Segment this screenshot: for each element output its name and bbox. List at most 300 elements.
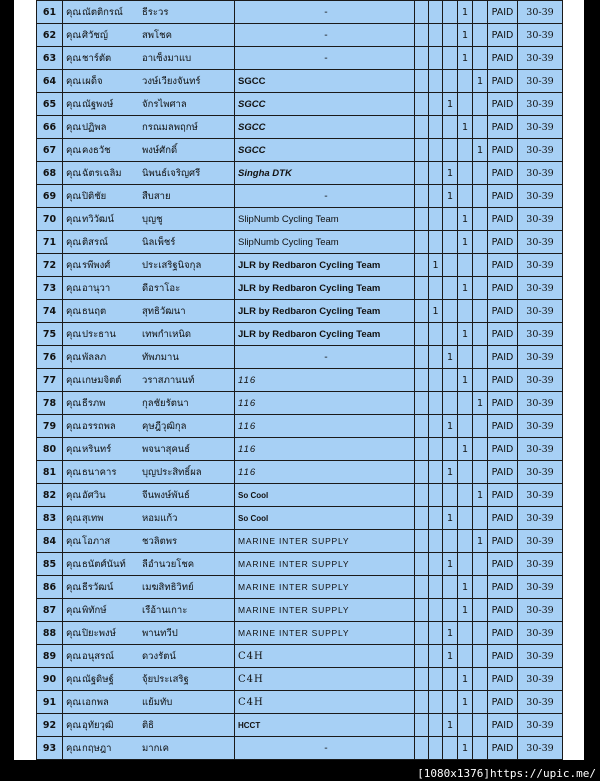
row-number: 88: [37, 622, 63, 645]
team-label: C4H: [238, 673, 264, 685]
first-name: เกษมจิตต์: [82, 374, 122, 386]
category-mark: [429, 622, 443, 645]
name-title: คุณ: [66, 604, 82, 616]
team-label: SGCC: [238, 121, 266, 133]
age-group: 30-39: [518, 691, 563, 714]
category-mark: 1: [473, 530, 488, 553]
category-mark: [473, 553, 488, 576]
category-mark: [415, 47, 429, 70]
category-mark: 1: [458, 691, 473, 714]
row-number: 65: [37, 93, 63, 116]
team-name: [235, 691, 415, 714]
category-mark: [415, 1, 429, 24]
team-name: [235, 622, 415, 645]
category-mark: 1: [443, 622, 458, 645]
category-mark: [473, 691, 488, 714]
category-mark: [443, 737, 458, 760]
participant-name: [63, 254, 235, 277]
payment-status: PAID: [488, 576, 518, 599]
team-label: JLR by Redbaron Cycling Team: [238, 328, 381, 340]
row-number: 72: [37, 254, 63, 277]
age-group: 30-39: [518, 47, 563, 70]
first-name: ทวิวัฒน์: [82, 213, 115, 225]
category-mark: [429, 484, 443, 507]
payment-status: PAID: [488, 254, 518, 277]
first-name: กฤษฎา: [82, 742, 112, 754]
age-group: 30-39: [518, 24, 563, 47]
category-mark: [415, 415, 429, 438]
last-name: จักรไพศาล: [142, 98, 187, 110]
name-title: คุณ: [66, 121, 82, 133]
category-mark: [458, 254, 473, 277]
category-mark: [458, 622, 473, 645]
category-mark: [443, 691, 458, 714]
payment-status: PAID: [488, 415, 518, 438]
name-title: คุณ: [66, 6, 82, 18]
category-mark: [443, 392, 458, 415]
age-group: 30-39: [518, 162, 563, 185]
age-group: 30-39: [518, 70, 563, 93]
category-mark: [415, 438, 429, 461]
category-mark: [473, 208, 488, 231]
age-group: 30-39: [518, 139, 563, 162]
team-label: C4H: [238, 650, 264, 662]
row-number: 73: [37, 277, 63, 300]
participant-name: [63, 24, 235, 47]
category-mark: [443, 70, 458, 93]
team-name: [235, 392, 415, 415]
name-title: คุณ: [66, 466, 82, 478]
team-name: [235, 438, 415, 461]
category-mark: [415, 346, 429, 369]
table-row: [37, 415, 563, 438]
category-mark: [458, 714, 473, 737]
team-label: -: [324, 351, 328, 363]
row-number: 74: [37, 300, 63, 323]
table-row: [37, 185, 563, 208]
category-mark: [415, 185, 429, 208]
last-name: ทัพภมาน: [142, 351, 179, 363]
team-name: [235, 530, 415, 553]
team-name: [235, 645, 415, 668]
team-name: [235, 93, 415, 116]
participant-name: [63, 415, 235, 438]
category-mark: [443, 116, 458, 139]
team-label: MARINE INTER SUPPLY: [238, 581, 350, 592]
first-name: สุเทพ: [82, 512, 104, 524]
first-name: โอภาส: [82, 535, 111, 547]
last-name: เมฆสิทธิวิทย์: [142, 581, 194, 593]
first-name: ธนัตศ์นันท์: [82, 558, 126, 570]
row-number: 83: [37, 507, 63, 530]
name-title: คุณ: [66, 719, 82, 731]
category-mark: [473, 438, 488, 461]
category-mark: [415, 645, 429, 668]
category-mark: 1: [473, 484, 488, 507]
first-name: ติสรณ์: [82, 236, 108, 248]
category-mark: 1: [458, 438, 473, 461]
category-mark: [415, 576, 429, 599]
age-group: 30-39: [518, 599, 563, 622]
last-name: ลีอำนวยโชค: [142, 558, 195, 570]
last-name: ธีระวร: [142, 6, 169, 18]
team-name: [235, 553, 415, 576]
category-mark: [458, 70, 473, 93]
name-title: คุณ: [66, 535, 82, 547]
name-title: คุณ: [66, 351, 82, 363]
participant-name: [63, 116, 235, 139]
first-name: ธนฤต: [82, 305, 107, 317]
category-mark: [429, 599, 443, 622]
payment-status: PAID: [488, 714, 518, 737]
first-name: อัศวิน: [82, 489, 106, 501]
name-title: คุณ: [66, 627, 82, 639]
team-name: [235, 737, 415, 760]
team-name: [235, 1, 415, 24]
category-mark: [429, 691, 443, 714]
table-row: [37, 47, 563, 70]
age-group: 30-39: [518, 415, 563, 438]
participant-name: [63, 691, 235, 714]
category-mark: [429, 93, 443, 116]
payment-status: PAID: [488, 1, 518, 24]
category-mark: [429, 47, 443, 70]
category-mark: [415, 323, 429, 346]
table-row: [37, 392, 563, 415]
payment-status: PAID: [488, 24, 518, 47]
team-name: [235, 576, 415, 599]
payment-status: PAID: [488, 139, 518, 162]
name-title: คุณ: [66, 282, 82, 294]
table-row: [37, 737, 563, 760]
category-mark: [429, 323, 443, 346]
category-mark: [473, 300, 488, 323]
name-title: คุณ: [66, 489, 82, 501]
category-mark: 1: [473, 70, 488, 93]
first-name: พัลลภ: [82, 351, 107, 363]
category-mark: [443, 576, 458, 599]
table-row: [37, 553, 563, 576]
category-mark: [415, 553, 429, 576]
name-title: คุณ: [66, 328, 82, 340]
category-mark: [415, 139, 429, 162]
first-name: ชาร์ตัต: [82, 52, 112, 64]
category-mark: [415, 691, 429, 714]
category-mark: 1: [458, 277, 473, 300]
category-mark: 1: [458, 737, 473, 760]
row-number: 85: [37, 553, 63, 576]
name-title: คุณ: [66, 420, 82, 432]
category-mark: 1: [443, 714, 458, 737]
category-mark: 1: [473, 139, 488, 162]
category-mark: [415, 300, 429, 323]
category-mark: 1: [458, 1, 473, 24]
first-name: หรินทร์: [82, 443, 112, 455]
name-title: คุณ: [66, 144, 82, 156]
team-name: [235, 507, 415, 530]
category-mark: [429, 576, 443, 599]
payment-status: PAID: [488, 323, 518, 346]
payment-status: PAID: [488, 599, 518, 622]
row-number: 92: [37, 714, 63, 737]
category-mark: [429, 737, 443, 760]
team-name: [235, 208, 415, 231]
category-mark: [415, 116, 429, 139]
category-mark: [415, 208, 429, 231]
team-name: [235, 162, 415, 185]
payment-status: PAID: [488, 668, 518, 691]
last-name: ชวลิตพร: [142, 535, 178, 547]
team-label: Singha DTK: [238, 167, 292, 179]
table-row: [37, 1, 563, 24]
last-name: บุญประสิทธิ์ผล: [142, 466, 202, 478]
category-mark: [415, 599, 429, 622]
category-mark: [415, 507, 429, 530]
category-mark: [458, 300, 473, 323]
team-label: 116: [238, 443, 257, 455]
table-row: [37, 645, 563, 668]
payment-status: PAID: [488, 461, 518, 484]
first-name: ฉัตรเฉลิม: [82, 167, 122, 179]
team-name: [235, 116, 415, 139]
category-mark: [429, 1, 443, 24]
age-group: 30-39: [518, 300, 563, 323]
team-name: [235, 300, 415, 323]
age-group: 30-39: [518, 645, 563, 668]
participant-name: [63, 622, 235, 645]
last-name: คุษฎีวุฒิกุล: [142, 420, 187, 432]
participant-name: [63, 507, 235, 530]
roster-page: [14, 0, 584, 760]
table-row: [37, 507, 563, 530]
team-label: -: [324, 29, 328, 41]
team-name: [235, 185, 415, 208]
table-row: [37, 346, 563, 369]
participant-name: [63, 645, 235, 668]
category-mark: [429, 116, 443, 139]
category-mark: [415, 392, 429, 415]
name-title: คุณ: [66, 236, 82, 248]
row-number: 62: [37, 24, 63, 47]
category-mark: [458, 162, 473, 185]
category-mark: [415, 737, 429, 760]
age-group: 30-39: [518, 668, 563, 691]
category-mark: [429, 530, 443, 553]
age-group: 30-39: [518, 484, 563, 507]
category-mark: [443, 484, 458, 507]
team-label: JLR by Redbaron Cycling Team: [238, 305, 381, 317]
table-row: [37, 70, 563, 93]
participant-name: [63, 70, 235, 93]
category-mark: [473, 1, 488, 24]
category-mark: [473, 24, 488, 47]
age-group: 30-39: [518, 369, 563, 392]
team-label: SGCC: [238, 144, 266, 156]
category-mark: [429, 277, 443, 300]
table-row: [37, 530, 563, 553]
table-row: [37, 300, 563, 323]
category-mark: 1: [458, 576, 473, 599]
category-mark: 1: [443, 507, 458, 530]
team-name: [235, 599, 415, 622]
category-mark: [473, 737, 488, 760]
team-label: MARINE INTER SUPPLY: [238, 627, 350, 638]
category-mark: [443, 300, 458, 323]
participant-name: [63, 162, 235, 185]
first-name: ธนาคาร: [82, 466, 117, 478]
age-group: 30-39: [518, 530, 563, 553]
name-title: คุณ: [66, 558, 82, 570]
last-name: หอมแก้ว: [142, 512, 178, 524]
category-mark: [473, 231, 488, 254]
category-mark: [429, 438, 443, 461]
age-group: 30-39: [518, 392, 563, 415]
participant-name: [63, 530, 235, 553]
category-mark: [458, 415, 473, 438]
category-mark: [443, 254, 458, 277]
team-label: JLR by Redbaron Cycling Team: [238, 282, 381, 294]
team-name: [235, 277, 415, 300]
participant-name: [63, 714, 235, 737]
category-mark: [415, 530, 429, 553]
category-mark: [415, 162, 429, 185]
category-mark: [443, 24, 458, 47]
age-group: 30-39: [518, 553, 563, 576]
participant-name: [63, 392, 235, 415]
category-mark: [473, 599, 488, 622]
name-title: คุณ: [66, 75, 82, 87]
category-mark: 1: [458, 323, 473, 346]
age-group: 30-39: [518, 737, 563, 760]
row-number: 86: [37, 576, 63, 599]
category-mark: [473, 668, 488, 691]
age-group: 30-39: [518, 277, 563, 300]
team-name: [235, 484, 415, 507]
first-name: เผด็จ: [82, 75, 103, 87]
category-mark: 1: [458, 599, 473, 622]
team-name: [235, 369, 415, 392]
row-number: 75: [37, 323, 63, 346]
category-mark: [429, 507, 443, 530]
payment-status: PAID: [488, 438, 518, 461]
team-label: -: [324, 742, 328, 754]
team-label: JLR by Redbaron Cycling Team: [238, 259, 381, 271]
participant-name: [63, 47, 235, 70]
row-number: 63: [37, 47, 63, 70]
last-name: นิลเพ็ชร์: [142, 236, 176, 248]
table-row: [37, 599, 563, 622]
category-mark: 1: [443, 162, 458, 185]
age-group: 30-39: [518, 507, 563, 530]
table-row: [37, 714, 563, 737]
name-title: คุณ: [66, 213, 82, 225]
team-name: [235, 415, 415, 438]
participant-name: [63, 438, 235, 461]
category-mark: [429, 208, 443, 231]
table-row: [37, 691, 563, 714]
category-mark: [443, 369, 458, 392]
first-name: อนุสรณ์: [82, 650, 114, 662]
row-number: 79: [37, 415, 63, 438]
row-number: 68: [37, 162, 63, 185]
category-mark: 1: [443, 461, 458, 484]
team-name: [235, 231, 415, 254]
table-row: [37, 139, 563, 162]
participant-name: [63, 484, 235, 507]
category-mark: [429, 645, 443, 668]
team-label: SlipNumb Cycling Team: [238, 213, 339, 225]
payment-status: PAID: [488, 484, 518, 507]
payment-status: PAID: [488, 369, 518, 392]
name-title: คุณ: [66, 52, 82, 64]
category-mark: [473, 622, 488, 645]
last-name: บุญชู: [142, 213, 163, 225]
category-mark: [443, 47, 458, 70]
participant-name: [63, 231, 235, 254]
name-title: คุณ: [66, 259, 82, 271]
payment-status: PAID: [488, 300, 518, 323]
name-title: คุณ: [66, 397, 82, 409]
name-title: คุณ: [66, 29, 82, 41]
first-name: ปฏิพล: [82, 121, 107, 133]
age-group: 30-39: [518, 576, 563, 599]
participant-name: [63, 208, 235, 231]
payment-status: PAID: [488, 162, 518, 185]
last-name: มากเค: [142, 742, 169, 754]
last-name: ติธิ: [142, 719, 154, 731]
name-title: คุณ: [66, 650, 82, 662]
row-number: 69: [37, 185, 63, 208]
category-mark: 1: [443, 415, 458, 438]
category-mark: [458, 484, 473, 507]
first-name: พิทักษ์: [82, 604, 107, 616]
first-name: คงธวัช: [82, 144, 111, 156]
category-mark: [458, 93, 473, 116]
participant-name: [63, 1, 235, 24]
category-mark: 1: [443, 185, 458, 208]
participant-name: [63, 277, 235, 300]
age-group: 30-39: [518, 622, 563, 645]
row-number: 78: [37, 392, 63, 415]
row-number: 82: [37, 484, 63, 507]
category-mark: 1: [458, 231, 473, 254]
team-label: SlipNumb Cycling Team: [238, 236, 339, 248]
last-name: ดีอราโอะ: [142, 282, 181, 294]
age-group: 30-39: [518, 185, 563, 208]
row-number: 87: [37, 599, 63, 622]
category-mark: [443, 139, 458, 162]
team-label: 116: [238, 397, 257, 409]
payment-status: PAID: [488, 645, 518, 668]
last-name: นิพนธ์เจริญศรี: [142, 167, 201, 179]
last-name: วงษ์เวียงจันทร์: [142, 75, 201, 87]
table-row: [37, 254, 563, 277]
participant-name: [63, 93, 235, 116]
name-title: คุณ: [66, 98, 82, 110]
table-body: [37, 1, 563, 760]
age-group: 30-39: [518, 461, 563, 484]
table-row: [37, 438, 563, 461]
category-mark: 1: [458, 208, 473, 231]
team-name: [235, 323, 415, 346]
payment-status: PAID: [488, 507, 518, 530]
category-mark: [473, 185, 488, 208]
payment-status: PAID: [488, 208, 518, 231]
row-number: 61: [37, 1, 63, 24]
category-mark: [429, 553, 443, 576]
row-number: 89: [37, 645, 63, 668]
table-row: [37, 277, 563, 300]
